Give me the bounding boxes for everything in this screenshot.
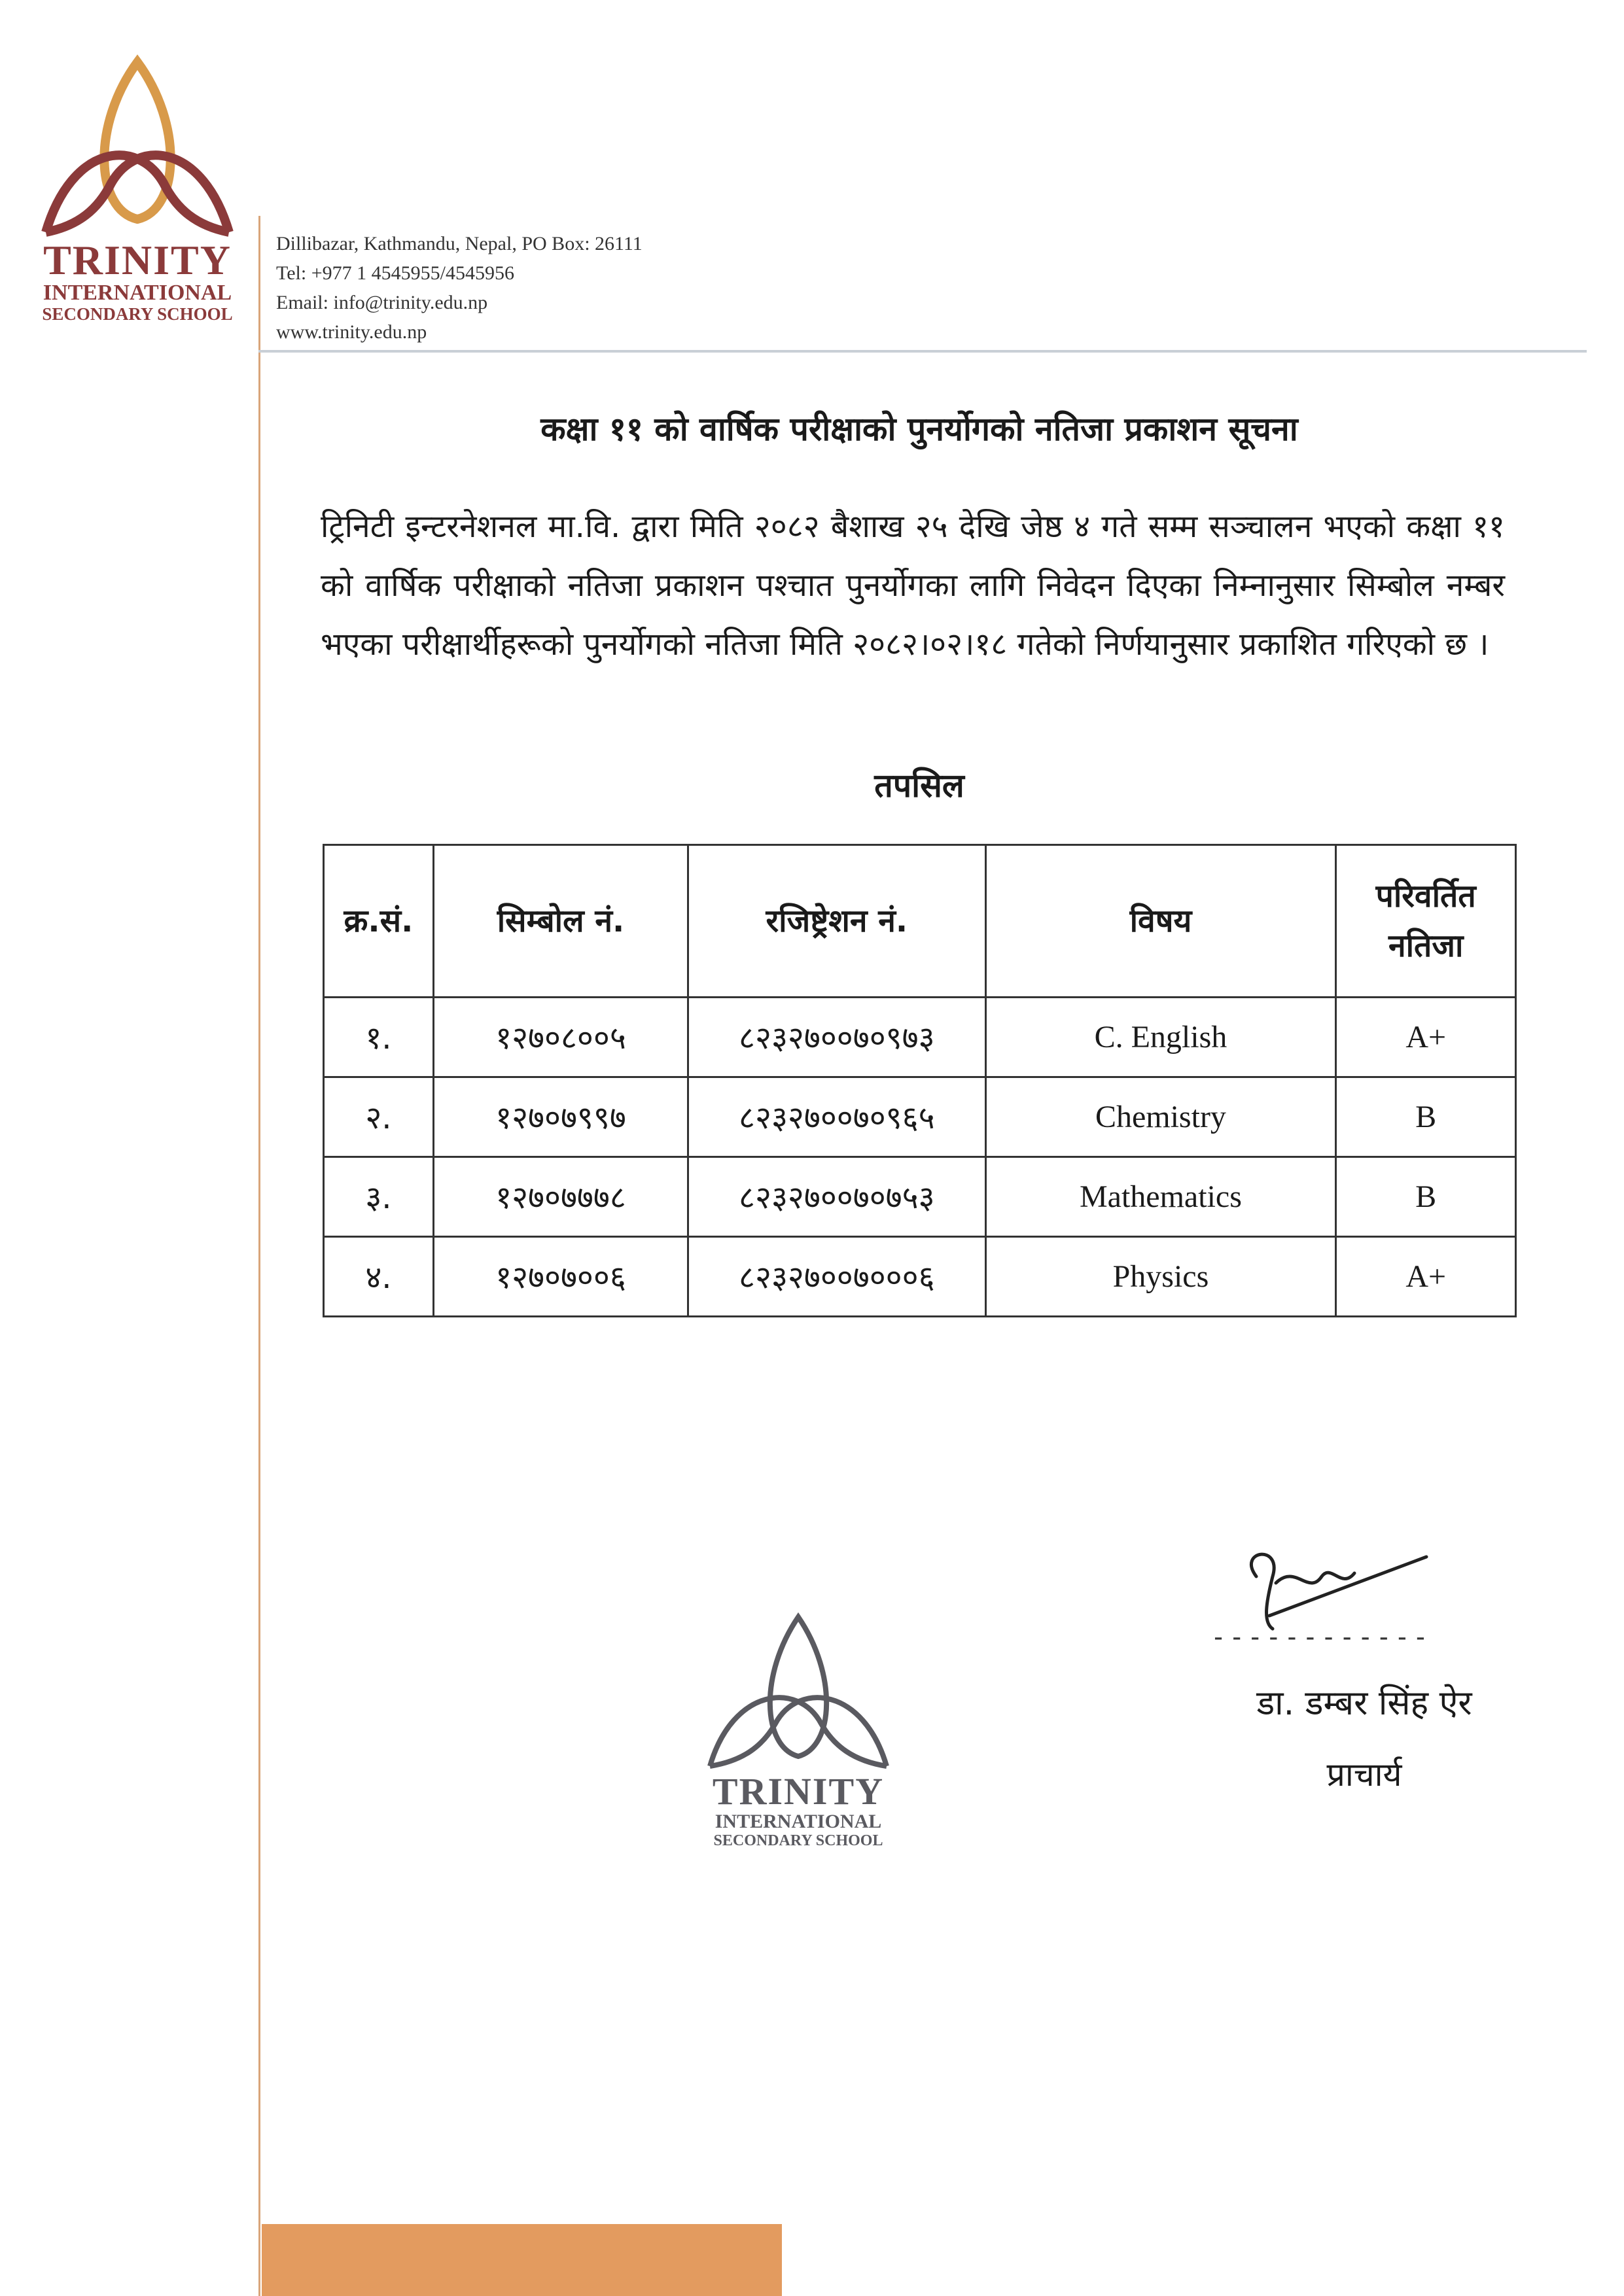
table-header-row xyxy=(324,845,1516,998)
table-row xyxy=(324,1157,1516,1237)
stamp-knot-icon xyxy=(694,1609,903,1773)
stamp-school-name: TRINITY xyxy=(712,1770,885,1813)
cell-subject: Chemistry xyxy=(985,1077,1336,1157)
logo-school-name: TRINITY xyxy=(43,237,232,283)
stamp-school-level: SECONDARY SCHOOL xyxy=(713,1832,883,1849)
table-row xyxy=(324,998,1516,1077)
header-subject: विषय xyxy=(985,845,1336,998)
header-result-line1: परिवर्तित xyxy=(1375,878,1476,914)
footer-accent-bar xyxy=(262,2224,782,2296)
cell-result: B xyxy=(1336,1157,1516,1237)
address-text: Dillibazar, Kathmandu, Nepal, PO Box: 26111 xyxy=(276,233,643,254)
signatory-name: डा. डम्बर सिंह ऐर xyxy=(1256,1684,1472,1723)
header-sn: क्र.सं. xyxy=(324,845,434,998)
handwritten-signature xyxy=(1210,1537,1485,1635)
stamp-school-type: INTERNATIONAL xyxy=(715,1811,882,1832)
table-row xyxy=(324,1077,1516,1157)
cell-symbol: १२७०७७७८ xyxy=(433,1157,688,1237)
contact-block xyxy=(276,229,643,347)
school-logo xyxy=(26,52,249,324)
cell-sn: ४. xyxy=(324,1237,434,1317)
cell-subject: C. English xyxy=(985,998,1336,1077)
header-result xyxy=(1336,845,1516,998)
notice-body: ट्रिनिटी इन्टरनेशनल मा.वि. द्वारा मिति २०८२ बैशाख २५ देखि जेष्ठ ४ गते सम्म सञ्चालन भएको कक्षा ११ को वार्षिक परीक्षाको नतिजा प्रकाशन पश्चात पुनर्योगका लागि निवेदन दिएका निम्नानुसार सिम्बोल नम्बर भएका परीक्षार्थीहरूको पुनर्योगको नतिजा मिति २०८२।०२।१८ गतेको निर्णयानुसार प्रकाशित गरिएको छ । xyxy=(321,508,1505,663)
cell-symbol: १२७०७९९७ xyxy=(433,1077,688,1157)
cell-result: A+ xyxy=(1336,998,1516,1077)
header-symbol: सिम्बोल नं. xyxy=(433,845,688,998)
logo-school-type: INTERNATIONAL xyxy=(43,281,232,305)
header-result-line2: नतिजा xyxy=(1388,928,1464,964)
cell-symbol: १२७०७००६ xyxy=(433,1237,688,1317)
cell-result: A+ xyxy=(1336,1237,1516,1317)
phone-text: Tel: +977 1 4545955/4545956 xyxy=(276,262,514,284)
cell-symbol: १२७०८००५ xyxy=(433,998,688,1077)
trinity-knot-icon xyxy=(33,52,242,242)
logo-school-level: SECONDARY SCHOOL xyxy=(42,304,233,324)
cell-registration: ८२३२७००७०००६ xyxy=(688,1237,985,1317)
table-row xyxy=(324,1237,1516,1317)
cell-registration: ८२३२७००७०७५३ xyxy=(688,1157,985,1237)
cell-registration: ८२३२७००७०९७३ xyxy=(688,998,985,1077)
cell-subject: Mathematics xyxy=(985,1157,1336,1237)
notice-title: कक्षा ११ को वार्षिक परीक्षाको पुनर्योगको नतिजा प्रकाशन सूचना xyxy=(540,410,1298,448)
left-margin-rule xyxy=(258,216,260,2296)
email-text: Email: info@trinity.edu.np xyxy=(276,292,488,313)
cell-sn: १. xyxy=(324,998,434,1077)
cell-subject: Physics xyxy=(985,1237,1336,1317)
cell-sn: २. xyxy=(324,1077,434,1157)
signature-line: ------------ xyxy=(1210,1622,1431,1652)
cell-registration: ८२३२७००७०९६५ xyxy=(688,1077,985,1157)
header-registration: रजिष्ट्रेशन नं. xyxy=(688,845,985,998)
notice-subheading: तपसिल xyxy=(874,767,964,805)
header-divider xyxy=(258,350,1587,353)
signature-block xyxy=(1210,1537,1518,1796)
results-table xyxy=(323,844,1517,1317)
website-text: www.trinity.edu.np xyxy=(276,321,427,343)
signatory-title: प्राचार्य xyxy=(1326,1756,1402,1794)
cell-result: B xyxy=(1336,1077,1516,1157)
cell-sn: ३. xyxy=(324,1157,434,1237)
school-stamp xyxy=(661,1609,936,1849)
